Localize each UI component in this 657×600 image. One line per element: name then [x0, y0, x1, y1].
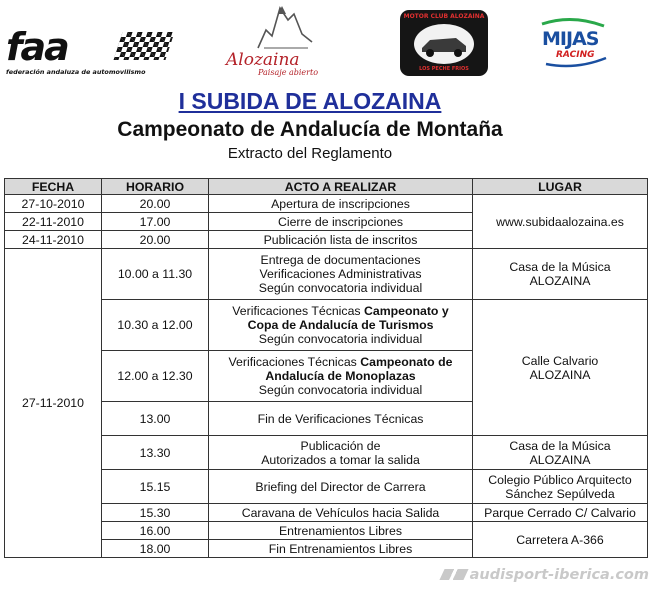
act-line: Entrega de documentaciones — [260, 253, 421, 267]
motor-club-logo-bottom-text: LOS PECHE FRIOS — [419, 66, 469, 72]
date-cell: 27-10-2010 — [5, 195, 102, 213]
time-cell: 10.00 a 11.30 — [102, 249, 209, 300]
time-cell: 20.00 — [102, 195, 209, 213]
time-cell: 13.30 — [102, 436, 209, 470]
time-cell: 16.00 — [102, 522, 209, 540]
act-highlight-line: Copa de Andalucía de Turismos — [247, 318, 434, 332]
act-cell: Publicación lista de inscritos — [209, 231, 473, 249]
act-line: Autorizados a tomar la salida — [261, 452, 420, 467]
motor-club-logo-top-text: MOTOR CLUB ALOZAINA — [403, 13, 485, 20]
act-highlight-line: Andalucía de Monoplazas — [265, 369, 416, 383]
mijas-logo-subtitle: RACING — [556, 50, 595, 60]
place-line: Calle Calvario — [521, 353, 599, 368]
alozaina-logo — [218, 0, 336, 80]
act-line — [212, 355, 469, 369]
act-cell — [209, 300, 473, 351]
header-horario: HORARIO — [102, 179, 209, 195]
time-cell: 13.00 — [102, 402, 209, 436]
faa-logo-subtitle: federación andaluza de automovilismo — [6, 68, 146, 76]
act-cell: Apertura de inscripciones — [209, 195, 473, 213]
table-row — [5, 249, 648, 300]
table-row — [5, 436, 648, 470]
place-cell: Parque Cerrado C/ Calvario — [473, 504, 648, 522]
watermark-text: audisport-iberica.com — [469, 567, 649, 583]
time-cell: 18.00 — [102, 540, 209, 558]
act-line: Según convocatoria individual — [258, 383, 423, 397]
place-cell: Carretera A-366 — [473, 522, 648, 558]
motor-club-logo — [400, 10, 488, 76]
act-text: Verificaciones Técnicas — [228, 355, 361, 369]
table-header-row — [5, 179, 648, 195]
table-row — [5, 470, 648, 504]
place-cell — [473, 300, 648, 436]
place-cell — [473, 470, 648, 504]
act-cell — [209, 436, 473, 470]
act-line — [212, 304, 469, 318]
time-cell: 20.00 — [102, 231, 209, 249]
act-line: Verificaciones Administrativas — [259, 267, 422, 281]
regulation-extract-title: Extracto del Reglamento — [227, 145, 393, 162]
time-cell: 10.30 a 12.00 — [102, 300, 209, 351]
act-line: Según convocatoria individual — [258, 332, 423, 346]
place-cell: www.subidaalozaina.es — [473, 195, 648, 249]
place-line: Casa de la Música — [509, 260, 611, 274]
faa-logo-mark: faa — [6, 25, 68, 69]
act-cell: Fin de Verificaciones Técnicas — [209, 402, 473, 436]
logo-banner — [0, 0, 657, 85]
act-cell: Entrenamientos Libres — [209, 522, 473, 540]
time-cell: 12.00 a 12.30 — [102, 351, 209, 402]
act-highlight: Campeonato y — [363, 304, 449, 318]
act-cell: Fin Entrenamientos Libres — [209, 540, 473, 558]
mijas-logo-name: MIJAS — [542, 28, 599, 50]
place-line: Colegio Público Arquitecto — [488, 472, 632, 487]
header-lugar: LUGAR — [473, 179, 648, 195]
act-cell — [209, 249, 473, 300]
act-highlight: Campeonato de — [360, 355, 453, 369]
time-cell: 17.00 — [102, 213, 209, 231]
table-row — [5, 522, 648, 540]
act-line: Según convocatoria individual — [258, 281, 423, 295]
place-cell — [473, 436, 648, 470]
act-cell — [209, 351, 473, 402]
date-cell: 22-11-2010 — [5, 213, 102, 231]
alozaina-logo-subtitle: Paisaje abierto — [258, 68, 319, 77]
checkered-flag-icon — [113, 32, 174, 60]
table-row — [5, 504, 648, 522]
table-row — [5, 300, 648, 351]
date-cell: 24-11-2010 — [5, 231, 102, 249]
act-cell: Caravana de Vehículos hacia Salida — [209, 504, 473, 522]
alozaina-logo-name: Alozaina — [226, 50, 300, 70]
act-line: Publicación de — [300, 438, 381, 453]
place-line: ALOZAINA — [529, 274, 591, 288]
place-line: Sánchez Sepúlveda — [505, 486, 615, 501]
header-acto: ACTO A REALIZAR — [209, 179, 473, 195]
place-line: ALOZAINA — [529, 452, 591, 467]
audisport-logo-icon — [439, 569, 468, 580]
place-line: ALOZAINA — [529, 367, 591, 382]
faa-logo — [6, 25, 176, 76]
championship-title: Campeonato de Andalucía de Montaña — [117, 118, 503, 141]
table-row — [5, 195, 648, 213]
schedule-table — [4, 178, 648, 558]
time-cell: 15.30 — [102, 504, 209, 522]
act-cell: Cierre de inscripciones — [209, 213, 473, 231]
time-cell: 15.15 — [102, 470, 209, 504]
place-line: Casa de la Música — [509, 438, 611, 453]
act-cell: Briefing del Director de Carrera — [209, 470, 473, 504]
event-title: I SUBIDA DE ALOZAINA — [178, 88, 442, 114]
date-cell: 27-11-2010 — [5, 249, 102, 558]
watermark — [442, 567, 649, 583]
header-fecha: FECHA — [5, 179, 102, 195]
mijas-racing-logo — [536, 16, 610, 72]
act-text: Verificaciones Técnicas — [232, 304, 364, 318]
place-cell — [473, 249, 648, 300]
